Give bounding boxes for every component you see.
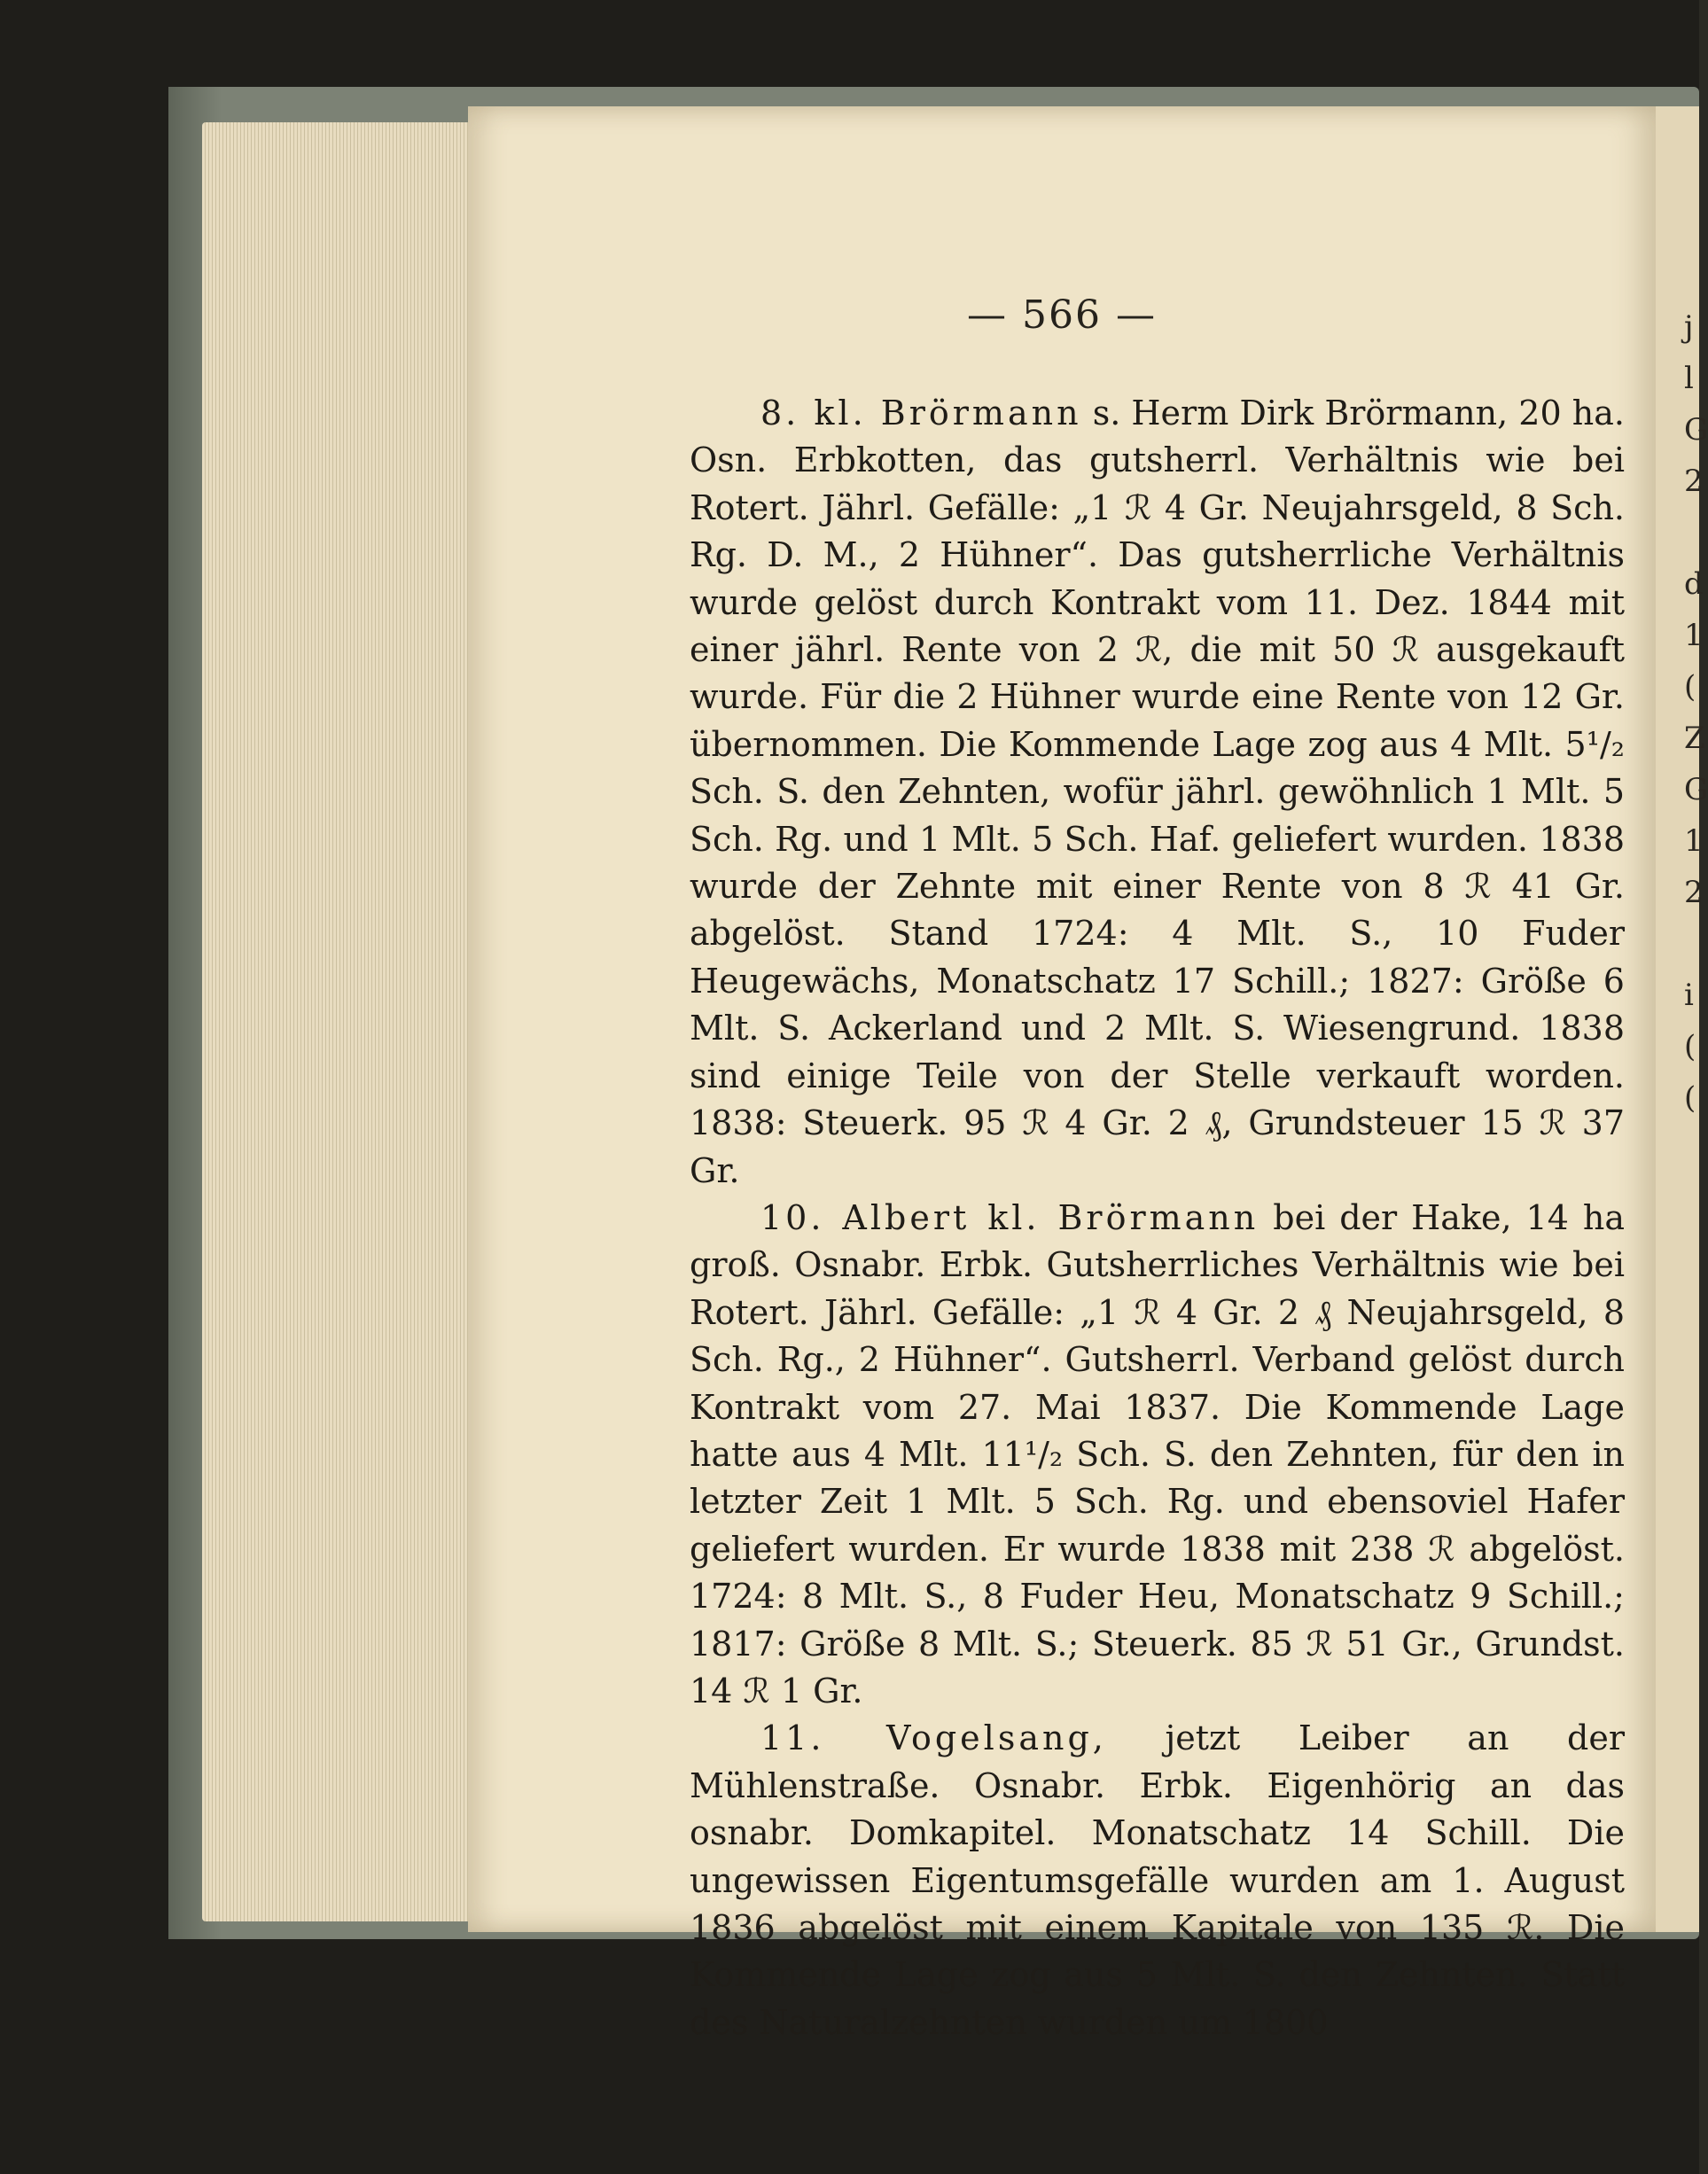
page-text <box>690 390 1625 2046</box>
entry-paragraph <box>690 390 1625 1195</box>
facing-page-fragment: j l G 2 d 1 ( Z G 1 2 i ( ( <box>1684 309 1708 1116</box>
entry-text: s. Herm Dirk Brörmann, 20 ha. Osn. Erbkotten, das gutsherrl. Verhältnis wie bei Rotert. Jährl. Gefälle: „1 ℛ 4 Gr. Neujahrsgeld, 8 Sch. Rg. D. M., 2 Hühner“. Das gutsherrliche Verhältnis wurde gelöst durch Kontrakt vom 11. Dez. 1844 mit einer jährl. Rente von 2 ℛ, die mit 50 ℛ ausgekauft wurde. Für die 2 Hühner wurde eine Rente von 12 Gr. übernommen. Die Kommende Lage zog aus 4 Mlt. 5¹/₂ Sch. S. den Zehnten, wofür jährl. gewöhnlich 1 Mlt. 5 Sch. Rg. und 1 Mlt. 5 Sch. Haf. geliefert wurden. 1838 wurde der Zehnte mit einer Rente von 8 ℛ 41 Gr. abgelöst. Stand 1724: 4 Mlt. S., 10 Fuder Heugewächs, Monatschatz 17 Schill.; 1827: Größe 6 Mlt. S. Ackerland und 2 Mlt. S. Wiesengrund. 1838 sind einige Teile von der Stelle verkauft worden. 1838: Steuerk. 95 ℛ 4 Gr. 2 ₰, Grundsteuer 15 ℛ 37 Gr. <box>690 394 1625 1190</box>
entry-label: 11. Vogelsang, <box>760 1718 1107 1758</box>
page-edges <box>202 122 472 1921</box>
entry-label: 10. Albert kl. Brörmann <box>760 1197 1260 1237</box>
entry-paragraph <box>690 1195 1625 1715</box>
entry-text: bei der Hake, 14 ha groß. Osnabr. Erbk. Gutsherrliches Verhältnis wie bei Rotert. Jährl. Gefälle: „1 ℛ 4 Gr. 2 ₰ Neujahrsgeld, 8 Sch. Rg., 2 Hühner“. Gutsherrl. Verband gelöst durch Kontrakt vom 27. Mai 1837. Die Kommende Lage hatte aus 4 Mlt. 11¹/₂ Sch. S. den Zehnten, für den in letzter Zeit 1 Mlt. 5 Sch. Rg. und ebensoviel Hafer geliefert wurden. Er wurde 1838 mit 238 ℛ abgelöst. 1724: 8 Mlt. S., 8 Fuder Heu, Monatschatz 9 Schill.; 1817: Größe 8 Mlt. S.; Steuerk. 85 ℛ 51 Gr., Grundst. 14 ℛ 1 Gr. <box>690 1197 1625 1710</box>
entry-text: jetzt Leiber an der Mühlenstraße. Osnabr. Erbk. Eigenhörig an das osnabr. Domkapitel. Monatschatz 14 Schill. Die ungewissen Eigentumsgefälle wurden am 1. August 1836 abgelöst mit einem Kapitale von 135 ℛ. Die Kommende Lage zog aus 5 Mlt. S. den Zehnten. Statt des Naturalzehnten wurden um 1800 <box>690 1718 1625 2042</box>
entry-paragraph <box>690 1715 1625 2046</box>
page-number: — 566 — <box>967 292 1157 338</box>
entry-label: 8. kl. Brörmann <box>760 394 1082 432</box>
book-page <box>468 106 1656 2042</box>
